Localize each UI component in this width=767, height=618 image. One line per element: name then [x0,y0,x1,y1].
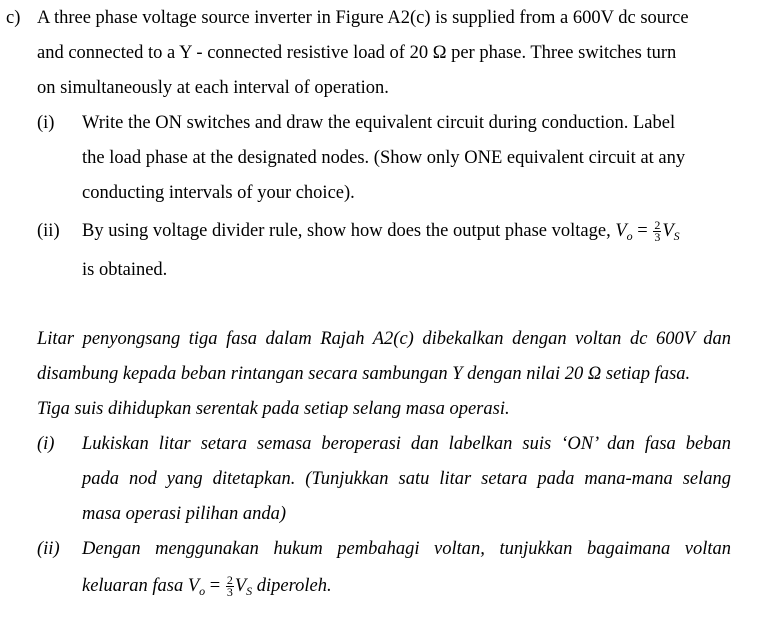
formula-fraction [653,220,661,243]
malay-formula-rhs-sub: S [246,584,253,598]
malay-formula-den: 3 [226,585,233,600]
intro-line-1: A three phase voltage source inverter in Figure A2(c) is supplied from a 600V dc source [37,8,689,28]
malay-intro-line-2: disambung kepada beban rintangan secara sambungan Y dengan nilai 20 Ω setiap fasa. [37,364,691,384]
malay-formula-fraction [226,575,234,598]
formula-lhs-sub: o [626,229,633,243]
malay-formula-num: 2 [226,573,233,588]
formula-den: 3 [654,230,661,245]
formula-num: 2 [654,218,661,233]
intro-line-2: and connected to a Y - connected resistive load of 20 Ω per phase. Three switches turn [37,43,677,63]
malay-item-ii-number: (ii) [37,539,60,559]
item-ii-number: (ii) [37,221,60,241]
malay-item-i-number: (i) [37,434,55,454]
malay-item-i-line-1: Lukiskan litar setara semasa beroperasi dan labelkan suis ‘ON’ dan fasa beban [82,434,731,454]
malay-formula-eq: = [205,576,225,596]
malay-item-i-line-2: pada nod yang ditetapkan. (Tunjukkan satu litar setara pada mana-mana selang [82,469,731,489]
malay-formula-rhs: V [234,576,247,596]
item-ii-line-2: is obtained. [82,260,168,280]
question-label: c) [6,8,21,28]
malay-item-i-line-3: masa operasi pilihan anda) [82,504,287,524]
malay-item-ii-text-after: diperoleh. [252,576,332,596]
malay-formula-lhs: V [187,576,200,596]
item-ii-line-1 [82,220,680,247]
malay-item-ii-text-before: keluaran fasa [82,576,188,596]
formula-rhs-sub: S [673,229,680,243]
malay-item-ii-line-2 [82,575,332,602]
formula-rhs: V [662,221,674,241]
malay-item-ii-line-1: Dengan menggunakan hukum pembahagi voltan, tunjukkan bagaimana voltan [82,539,731,559]
malay-intro-line-3: Tiga suis dihidupkan serentak pada setiap selang masa operasi. [37,399,510,419]
formula-lhs: V [615,221,627,241]
item-i-line-2: the load phase at the designated nodes. (Show only ONE equivalent circuit at any [82,148,686,168]
formula-eq: = [632,221,653,241]
malay-formula-lhs-sub: o [199,584,206,598]
item-ii-text: By using voltage divider rule, show how does the output phase voltage, [82,221,616,241]
malay-intro-line-1: Litar penyongsang tiga fasa dalam Rajah A2(c) dibekalkan dengan voltan dc 600V dan [37,329,731,349]
intro-line-3: on simultaneously at each interval of operation. [37,78,389,98]
item-i-line-3: conducting intervals of your choice). [82,183,355,203]
item-i-number: (i) [37,113,55,133]
item-i-line-1: Write the ON switches and draw the equivalent circuit during conduction. Label [82,113,676,133]
